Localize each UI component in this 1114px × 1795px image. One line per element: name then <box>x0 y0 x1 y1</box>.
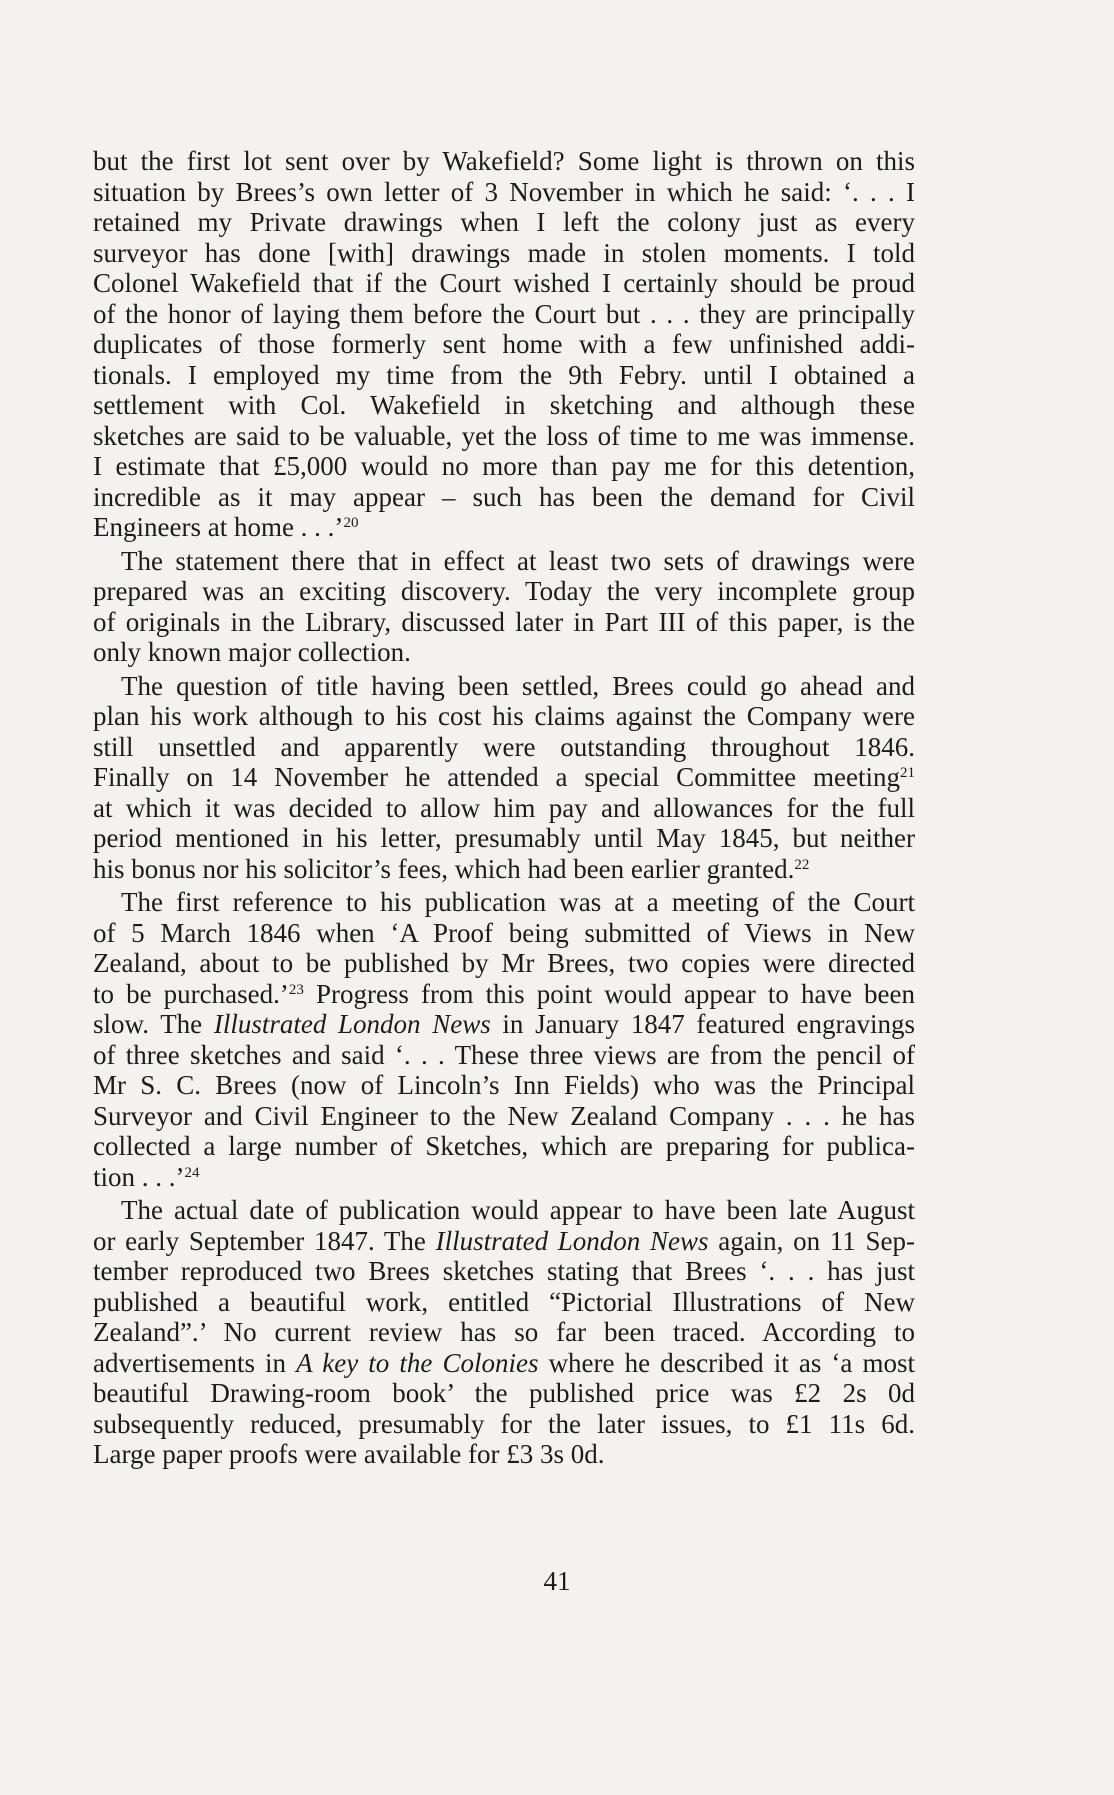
text-line: prepared was an exciting discovery. Today the very incomplete group <box>93 576 915 606</box>
text-line: Finally on 14 November he attended a special Committee meeting$^{21}$ <box>93 762 915 792</box>
publication-title: Illustrated London News <box>435 1225 709 1256</box>
footnote-ref: 24 <box>184 1164 200 1181</box>
footnote-ref: 20 <box>343 515 359 531</box>
text-line: settlement with Col. Wakefield in sketching and although these <box>93 390 915 420</box>
text-line: surveyor has done [with] drawings made in stolen moments. I told <box>93 237 915 268</box>
text-line: duplicates of those formerly sent home with a few unfinished addi- <box>93 329 915 359</box>
text-line: The statement there that in effect at least two sets of drawings were <box>121 545 915 576</box>
text-line: situation by Brees’s own letter of 3 November in which he said: ‘. . . I <box>93 176 915 207</box>
text-line: at which it was decided to allow him pay and allowances for the full <box>93 792 915 823</box>
text-line: The first reference to his publication was at a meeting of the Court <box>121 887 915 917</box>
text-line: tionals. I employed my time from the 9th Febry. until I obtained a <box>93 359 915 390</box>
text-line: of originals in the Library, discussed later in Part III of this paper, is the <box>93 606 915 637</box>
text-line: Large paper proofs were available for £3 3s 0d. <box>93 1439 605 1469</box>
text-line: collected a large number of Sketches, which are preparing for publica- <box>93 1131 915 1161</box>
text-line: The actual date of publication would appear to have been late August <box>121 1195 915 1225</box>
text-line: incredible as it may appear – such has been the demand for Civil <box>93 481 915 512</box>
text-line: his bonus nor his solicitor’s fees, which had been earlier granted.$^{22}$ <box>93 853 810 884</box>
paragraph-1 <box>93 146 915 543</box>
text-line: period mentioned in his letter, presumably until May 1845, but neither <box>93 823 915 853</box>
paragraph-2 <box>93 546 915 668</box>
text-line: or early September 1847. The Illustrated London News again, on 11 Sep- <box>93 1225 915 1256</box>
text-line: I estimate that £5,000 would no more than pay me for this detention, <box>93 451 915 481</box>
text-line: of the honor of laying them before the Court but . . . they are principally <box>93 298 915 329</box>
text-line: tember reproduced two Brees sketches stating that Brees ‘. . . has just <box>93 1256 915 1286</box>
paragraph-4 <box>93 887 915 1192</box>
paragraph-3 <box>93 671 915 885</box>
text-line: advertisements in A key to the Colonies where he described it as ‘a most <box>93 1347 915 1378</box>
text-line: sketches are said to be valuable, yet the loss of time to me was immense. <box>93 420 915 451</box>
publication-title: Illustrated London News <box>213 1009 491 1039</box>
page-number: 41 <box>543 1566 571 1596</box>
text-line: of 5 March 1846 when ‘A Proof being submitted of Views in New <box>93 917 915 948</box>
text-line: of three sketches and said ‘. . . These three views are from the pencil of <box>93 1039 915 1070</box>
text-line: Surveyor and Civil Engineer to the New Zealand Company . . . he has <box>93 1100 915 1131</box>
publication-title: A key to the Colonies <box>296 1347 539 1378</box>
text-line: subsequently reduced, presumably for the later issues, to £1 11s 6d. <box>93 1408 915 1439</box>
paragraph-5 <box>93 1195 915 1470</box>
text-line: beautiful Drawing-room book’ the published price was £2 2s 0d <box>93 1378 915 1408</box>
text-line: Zealand, about to be published by Mr Brees, two copies were directed <box>93 948 915 978</box>
text-line: retained my Private drawings when I left the colony just as every <box>93 207 915 237</box>
text-line: tion . . .’$^{24}$ <box>93 1161 200 1192</box>
text-line: still unsettled and apparently were outstanding throughout 1846. <box>93 731 915 762</box>
footnote-ref: 22 <box>794 856 810 873</box>
text-line: Colonel Wakefield that if the Court wished I certainly should be proud <box>93 268 915 298</box>
text-line: Engineers at home . . .’$^{20}$ <box>93 512 359 542</box>
text-line: only known major collection. <box>93 637 411 667</box>
footnote-ref: 23 <box>288 981 304 998</box>
text-line: plan his work although to his cost his claims against the Company were <box>93 701 915 731</box>
text-line: slow. The Illustrated London News in January 1847 featured engravings <box>93 1009 915 1039</box>
text-line: but the first lot sent over by Wakefield? Some light is thrown on this <box>93 146 915 176</box>
text-line: Mr S. C. Brees (now of Lincoln’s Inn Fields) who was the Principal <box>93 1070 915 1100</box>
text-line: The question of title having been settled, Brees could go ahead and <box>121 670 915 701</box>
body-text <box>93 146 915 1470</box>
footnote-ref: 21 <box>900 765 915 781</box>
text-line: to be purchased.’$^{23}$ Progress from this point would appear to have been <box>93 978 916 1009</box>
text-line: Zealand”.’ No current review has so far been traced. According to <box>93 1317 915 1347</box>
text-line: published a beautiful work, entitled “Pictorial Illustrations of New <box>93 1286 915 1317</box>
